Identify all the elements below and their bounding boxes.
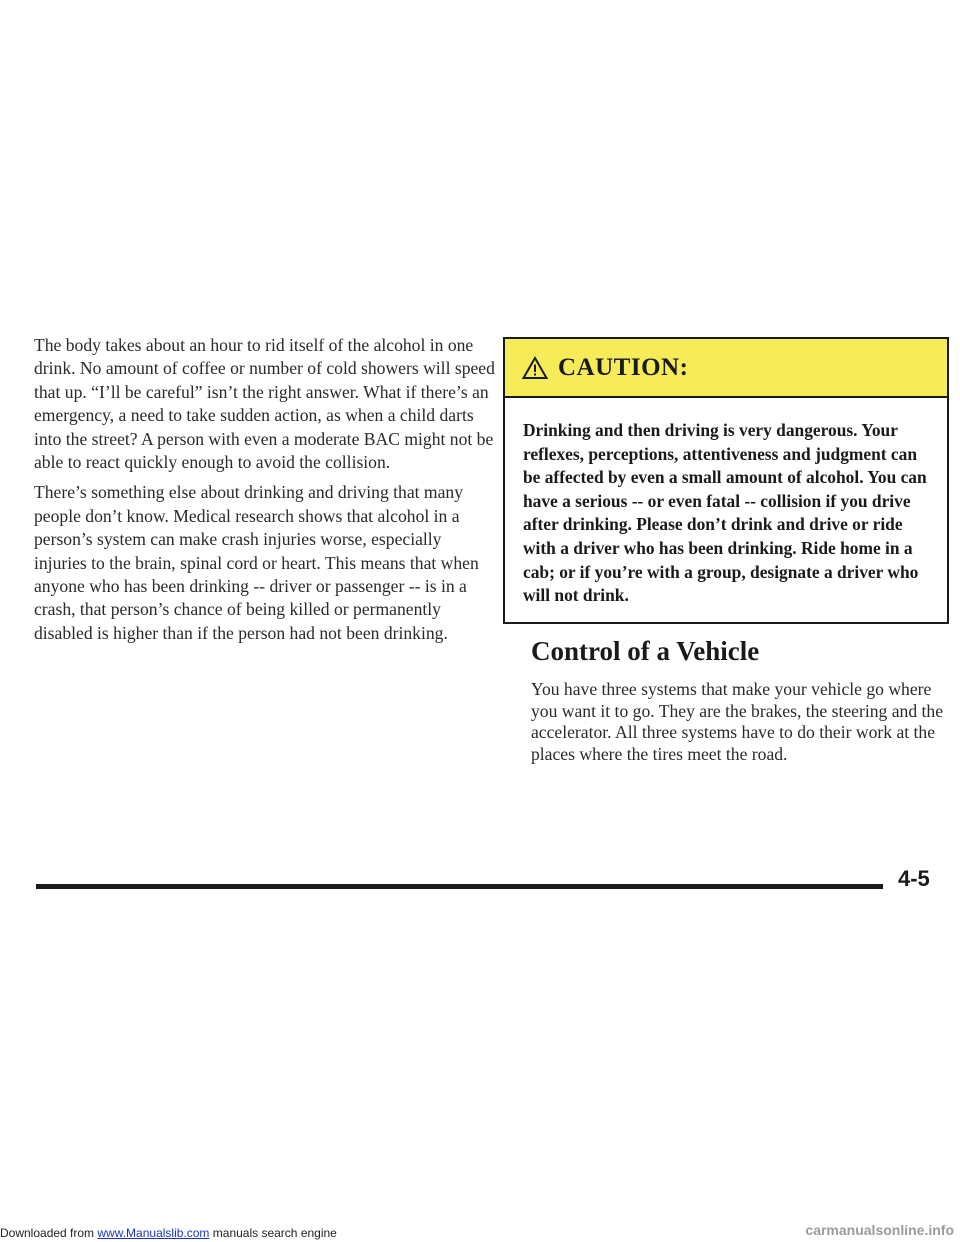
section-control-of-vehicle (531, 636, 951, 765)
section-body: You have three systems that make your vehicle go where you want it to go. They are the brakes, the steering and the accelerator. All three systems have to do their work at the places where the tires meet the road. (531, 679, 944, 764)
watermark: carmanualsonline.info (805, 1222, 954, 1238)
caution-text: Drinking and then driving is very dangerous. Your reflexes, perceptions, attentiveness and judgment can be affected by even a small amount of alcohol. You can have a serious -- or even fatal -- collision if you drive after drinking. Please don’t drink and drive or ride with a driver who has been drinking. Ride home in a cab; or if you’re with a group, designate a driver who will not drink. (523, 420, 927, 606)
page-number: 4-5 (898, 866, 930, 891)
caution-box (503, 337, 949, 624)
footer-prefix: Downloaded from (0, 1226, 98, 1240)
section-title: Control of a Vehicle (531, 636, 760, 666)
download-footer (0, 1226, 337, 1240)
footer-rule (36, 884, 883, 889)
manualslib-link[interactable]: www.Manualslib.com (97, 1226, 210, 1240)
paragraph-medical-research: There’s something else about drinking and driving that many people don’t know. Medical research shows that alcohol in a person’s system can make crash injuries worse, especially injuries to the brain, spinal cord or heart. This means that when anyone who has been drinking -- driver or passenger -- is in a crash, that person’s chance of being killed or permanently disabled is higher than if the person had not been drinking. (34, 482, 479, 643)
warning-triangle-icon (522, 356, 548, 380)
footer-suffix: manuals search engine (209, 1226, 337, 1240)
caution-title: CAUTION: (558, 353, 689, 381)
left-column (34, 334, 496, 652)
caution-header (505, 339, 947, 398)
paragraph-alcohol-time: The body takes about an hour to rid itself of the alcohol in one drink. No amount of coffee or number of cold showers will speed that up. “I’ll be careful” isn’t the right answer. What if there’s an emergency, a need to take sudden action, as when a child darts into the street? A person with even a moderate BAC might not be able to react quickly enough to avoid the collision. (34, 335, 495, 473)
